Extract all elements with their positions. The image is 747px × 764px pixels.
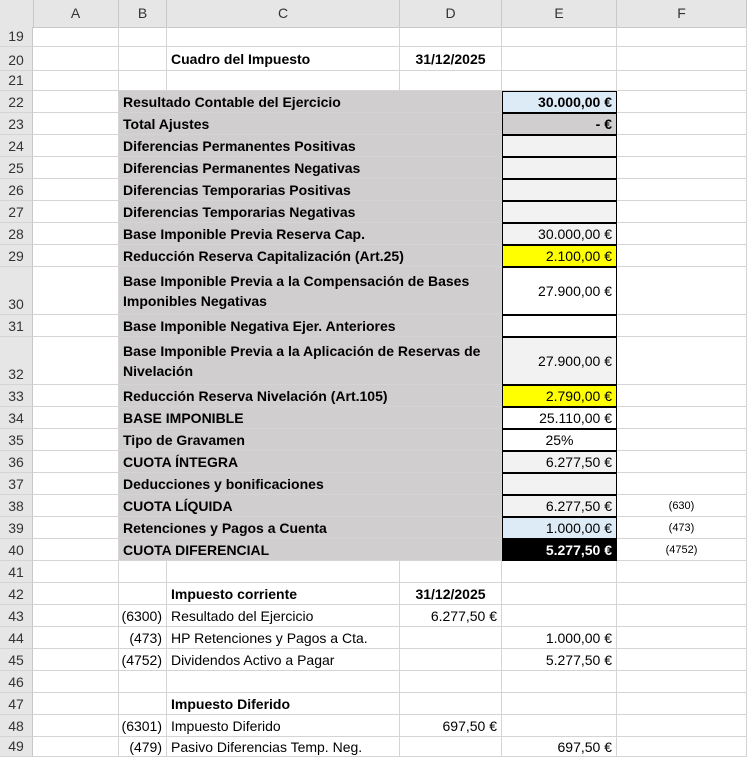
row-header-19[interactable]: 19 bbox=[0, 27, 33, 47]
tax-item-label[interactable]: BASE IMPONIBLE bbox=[119, 407, 502, 429]
tax-item-label[interactable]: CUOTA LÍQUIDA bbox=[119, 495, 502, 517]
tax-item-label[interactable]: Reducción Reserva Nivelación (Art.105) bbox=[119, 385, 502, 407]
row-header-21[interactable]: 21 bbox=[0, 71, 33, 91]
tax-item-value[interactable] bbox=[502, 135, 617, 157]
tax-item-value[interactable] bbox=[502, 157, 617, 179]
column-header-f[interactable]: F bbox=[617, 0, 747, 27]
account-note[interactable]: (473) bbox=[617, 517, 747, 539]
column-header-a[interactable]: A bbox=[33, 0, 119, 27]
row-header-23[interactable]: 23 bbox=[0, 113, 33, 135]
tax-item-label[interactable]: Base Imponible Previa a la Compensación de Bases Imponibles Negativas bbox=[119, 267, 502, 315]
cell-e47[interactable] bbox=[502, 693, 617, 715]
row-header-25[interactable]: 25 bbox=[0, 157, 33, 179]
column-header-d[interactable]: D bbox=[400, 0, 502, 27]
cell-a39[interactable] bbox=[33, 517, 119, 539]
cell-e42[interactable] bbox=[502, 583, 617, 605]
column-header-b[interactable]: B bbox=[119, 0, 167, 27]
tax-item-label[interactable]: Diferencias Temporarias Positivas bbox=[119, 179, 502, 201]
cell-e46[interactable] bbox=[502, 671, 617, 693]
cell-f27[interactable] bbox=[617, 201, 747, 223]
cell-a26[interactable] bbox=[33, 179, 119, 201]
cell-b20[interactable] bbox=[119, 47, 167, 71]
cell-f29[interactable] bbox=[617, 245, 747, 267]
cell-f44[interactable] bbox=[617, 627, 747, 649]
entry-credit[interactable]: 1.000,00 € bbox=[502, 627, 617, 649]
cell-f20[interactable] bbox=[617, 47, 747, 71]
tax-item-value[interactable]: 1.000,00 € bbox=[502, 517, 617, 539]
tax-item-label[interactable]: Diferencias Permanentes Positivas bbox=[119, 135, 502, 157]
account-code[interactable]: (473) bbox=[119, 627, 167, 649]
section-date[interactable]: 31/12/2025 bbox=[400, 47, 502, 71]
cell-c41[interactable] bbox=[167, 561, 400, 583]
account-note[interactable]: (630) bbox=[617, 495, 747, 517]
cell-f21[interactable] bbox=[617, 71, 747, 91]
entry-debit[interactable]: 697,50 € bbox=[400, 715, 502, 737]
cell-a40[interactable] bbox=[33, 539, 119, 561]
cell-a45[interactable] bbox=[33, 649, 119, 671]
row-header-33[interactable]: 33 bbox=[0, 385, 33, 407]
cell-f49[interactable] bbox=[617, 737, 747, 757]
cell-a29[interactable] bbox=[33, 245, 119, 267]
cell-f48[interactable] bbox=[617, 715, 747, 737]
cell-f28[interactable] bbox=[617, 223, 747, 245]
cell-f43[interactable] bbox=[617, 605, 747, 627]
cell-a30[interactable] bbox=[33, 267, 119, 315]
tax-item-label[interactable]: Base Imponible Previa Reserva Cap. bbox=[119, 223, 502, 245]
cell-f30[interactable] bbox=[617, 267, 747, 315]
tax-item-value[interactable]: 6.277,50 € bbox=[502, 495, 617, 517]
cell-f41[interactable] bbox=[617, 561, 747, 583]
row-header-34[interactable]: 34 bbox=[0, 407, 33, 429]
tax-item-value[interactable]: 2.790,00 € bbox=[502, 385, 617, 407]
row-header-37[interactable]: 37 bbox=[0, 473, 33, 495]
cell-d49[interactable] bbox=[400, 737, 502, 757]
cell-f32[interactable] bbox=[617, 337, 747, 385]
cell-f26[interactable] bbox=[617, 179, 747, 201]
cell-f34[interactable] bbox=[617, 407, 747, 429]
entry-label[interactable]: Impuesto Diferido bbox=[167, 715, 400, 737]
cell-d44[interactable] bbox=[400, 627, 502, 649]
cell-d46[interactable] bbox=[400, 671, 502, 693]
tax-item-value[interactable]: 27.900,00 € bbox=[502, 337, 617, 385]
cell-f19[interactable] bbox=[617, 27, 747, 47]
cell-c21[interactable] bbox=[167, 71, 400, 91]
cell-a28[interactable] bbox=[33, 223, 119, 245]
tax-item-value[interactable]: 25.110,00 € bbox=[502, 407, 617, 429]
cell-b21[interactable] bbox=[119, 71, 167, 91]
cell-f33[interactable] bbox=[617, 385, 747, 407]
cell-a38[interactable] bbox=[33, 495, 119, 517]
cell-a31[interactable] bbox=[33, 315, 119, 337]
select-all-corner[interactable] bbox=[0, 0, 34, 27]
cell-a27[interactable] bbox=[33, 201, 119, 223]
tax-item-label[interactable]: Diferencias Permanentes Negativas bbox=[119, 157, 502, 179]
account-note[interactable]: (4752) bbox=[617, 539, 747, 561]
entry-label[interactable]: Resultado del Ejercicio bbox=[167, 605, 400, 627]
cell-f35[interactable] bbox=[617, 429, 747, 451]
tax-item-label[interactable]: Retenciones y Pagos a Cuenta bbox=[119, 517, 502, 539]
tax-item-value[interactable]: 30.000,00 € bbox=[502, 91, 617, 113]
cell-e43[interactable] bbox=[502, 605, 617, 627]
tax-item-label[interactable]: Diferencias Temporarias Negativas bbox=[119, 201, 502, 223]
cell-a46[interactable] bbox=[33, 671, 119, 693]
tax-item-value[interactable]: 6.277,50 € bbox=[502, 451, 617, 473]
account-code[interactable]: (6301) bbox=[119, 715, 167, 737]
cell-d19[interactable] bbox=[400, 27, 502, 47]
section-title-cuadro[interactable]: Cuadro del Impuesto bbox=[167, 47, 400, 71]
cell-e20[interactable] bbox=[502, 47, 617, 71]
tax-item-label[interactable]: Resultado Contable del Ejercicio bbox=[119, 91, 502, 113]
cell-a36[interactable] bbox=[33, 451, 119, 473]
row-header-39[interactable]: 39 bbox=[0, 517, 33, 539]
column-header-e[interactable]: E bbox=[502, 0, 617, 27]
row-header-49[interactable]: 49 bbox=[0, 737, 33, 757]
cell-b41[interactable] bbox=[119, 561, 167, 583]
cell-a41[interactable] bbox=[33, 561, 119, 583]
row-header-32[interactable]: 32 bbox=[0, 337, 33, 385]
tax-item-value[interactable]: 25% bbox=[502, 429, 617, 451]
cell-f47[interactable] bbox=[617, 693, 747, 715]
cell-a19[interactable] bbox=[33, 27, 119, 47]
row-header-42[interactable]: 42 bbox=[0, 583, 33, 605]
row-header-27[interactable]: 27 bbox=[0, 201, 33, 223]
cell-b46[interactable] bbox=[119, 671, 167, 693]
column-header-c[interactable]: C bbox=[167, 0, 400, 27]
cell-a42[interactable] bbox=[33, 583, 119, 605]
tax-item-value[interactable]: 27.900,00 € bbox=[502, 267, 617, 315]
tax-item-label[interactable]: CUOTA DIFERENCIAL bbox=[119, 539, 502, 561]
entry-label[interactable]: Pasivo Diferencias Temp. Neg. bbox=[167, 737, 400, 757]
cell-a43[interactable] bbox=[33, 605, 119, 627]
cell-f46[interactable] bbox=[617, 671, 747, 693]
row-header-47[interactable]: 47 bbox=[0, 693, 33, 715]
cell-f22[interactable] bbox=[617, 91, 747, 113]
tax-item-value[interactable] bbox=[502, 179, 617, 201]
cell-a24[interactable] bbox=[33, 135, 119, 157]
section-title-diferido[interactable]: Impuesto Diferido bbox=[167, 693, 400, 715]
row-header-45[interactable]: 45 bbox=[0, 649, 33, 671]
tax-item-value[interactable] bbox=[502, 201, 617, 223]
row-header-30[interactable]: 30 bbox=[0, 267, 33, 315]
tax-item-label[interactable]: Total Ajustes bbox=[119, 113, 502, 135]
cell-a37[interactable] bbox=[33, 473, 119, 495]
tax-item-label[interactable]: Deducciones y bonificaciones bbox=[119, 473, 502, 495]
row-header-22[interactable]: 22 bbox=[0, 91, 33, 113]
row-header-20[interactable]: 20 bbox=[0, 47, 33, 71]
row-header-46[interactable]: 46 bbox=[0, 671, 33, 693]
entry-label[interactable]: HP Retenciones y Pagos a Cta. bbox=[167, 627, 400, 649]
cell-a22[interactable] bbox=[33, 91, 119, 113]
cell-a47[interactable] bbox=[33, 693, 119, 715]
cell-e19[interactable] bbox=[502, 27, 617, 47]
cell-e21[interactable] bbox=[502, 71, 617, 91]
row-header-41[interactable]: 41 bbox=[0, 561, 33, 583]
row-header-43[interactable]: 43 bbox=[0, 605, 33, 627]
tax-item-value[interactable]: - € bbox=[502, 113, 617, 135]
cell-b42[interactable] bbox=[119, 583, 167, 605]
row-header-31[interactable]: 31 bbox=[0, 315, 33, 337]
cell-b47[interactable] bbox=[119, 693, 167, 715]
tax-item-label[interactable]: Base Imponible Previa a la Aplicación de Reservas de Nivelación bbox=[119, 337, 502, 385]
tax-item-value[interactable] bbox=[502, 473, 617, 495]
cell-f25[interactable] bbox=[617, 157, 747, 179]
row-header-40[interactable]: 40 bbox=[0, 539, 33, 561]
row-header-29[interactable]: 29 bbox=[0, 245, 33, 267]
section-title-corriente[interactable]: Impuesto corriente bbox=[167, 583, 400, 605]
cell-f37[interactable] bbox=[617, 473, 747, 495]
cell-a32[interactable] bbox=[33, 337, 119, 385]
tax-item-value[interactable]: 2.100,00 € bbox=[502, 245, 617, 267]
cell-d21[interactable] bbox=[400, 71, 502, 91]
cell-a34[interactable] bbox=[33, 407, 119, 429]
cell-f42[interactable] bbox=[617, 583, 747, 605]
tax-item-label[interactable]: Reducción Reserva Capitalización (Art.25) bbox=[119, 245, 502, 267]
cell-a49[interactable] bbox=[33, 737, 119, 757]
tax-item-label[interactable]: CUOTA ÍNTEGRA bbox=[119, 451, 502, 473]
row-header-35[interactable]: 35 bbox=[0, 429, 33, 451]
cell-d41[interactable] bbox=[400, 561, 502, 583]
cell-d45[interactable] bbox=[400, 649, 502, 671]
tax-item-label[interactable]: Tipo de Gravamen bbox=[119, 429, 502, 451]
cell-b19[interactable] bbox=[119, 27, 167, 47]
cell-a35[interactable] bbox=[33, 429, 119, 451]
cell-a25[interactable] bbox=[33, 157, 119, 179]
tax-item-value[interactable]: 30.000,00 € bbox=[502, 223, 617, 245]
cell-a21[interactable] bbox=[33, 71, 119, 91]
cell-a48[interactable] bbox=[33, 715, 119, 737]
cell-f45[interactable] bbox=[617, 649, 747, 671]
cell-e48[interactable] bbox=[502, 715, 617, 737]
entry-label[interactable]: Dividendos Activo a Pagar bbox=[167, 649, 400, 671]
section2-date[interactable]: 31/12/2025 bbox=[400, 583, 502, 605]
cell-a33[interactable] bbox=[33, 385, 119, 407]
entry-credit[interactable]: 697,50 € bbox=[502, 737, 617, 757]
row-header-26[interactable]: 26 bbox=[0, 179, 33, 201]
cell-e41[interactable] bbox=[502, 561, 617, 583]
cell-a44[interactable] bbox=[33, 627, 119, 649]
row-header-36[interactable]: 36 bbox=[0, 451, 33, 473]
cell-f23[interactable] bbox=[617, 113, 747, 135]
cell-a20[interactable] bbox=[33, 47, 119, 71]
row-header-38[interactable]: 38 bbox=[0, 495, 33, 517]
tax-item-value[interactable]: 5.277,50 € bbox=[502, 539, 617, 561]
cell-c46[interactable] bbox=[167, 671, 400, 693]
row-header-44[interactable]: 44 bbox=[0, 627, 33, 649]
account-code[interactable]: (6300) bbox=[119, 605, 167, 627]
account-code[interactable]: (4752) bbox=[119, 649, 167, 671]
cell-f31[interactable] bbox=[617, 315, 747, 337]
tax-item-label[interactable]: Base Imponible Negativa Ejer. Anteriores bbox=[119, 315, 502, 337]
account-code[interactable]: (479) bbox=[119, 737, 167, 757]
row-header-48[interactable]: 48 bbox=[0, 715, 33, 737]
cell-f24[interactable] bbox=[617, 135, 747, 157]
cell-f36[interactable] bbox=[617, 451, 747, 473]
cell-d47[interactable] bbox=[400, 693, 502, 715]
tax-item-value[interactable] bbox=[502, 315, 617, 337]
entry-credit[interactable]: 5.277,50 € bbox=[502, 649, 617, 671]
row-header-24[interactable]: 24 bbox=[0, 135, 33, 157]
entry-debit[interactable]: 6.277,50 € bbox=[400, 605, 502, 627]
row-header-28[interactable]: 28 bbox=[0, 223, 33, 245]
cell-a23[interactable] bbox=[33, 113, 119, 135]
cell-c19[interactable] bbox=[167, 27, 400, 47]
